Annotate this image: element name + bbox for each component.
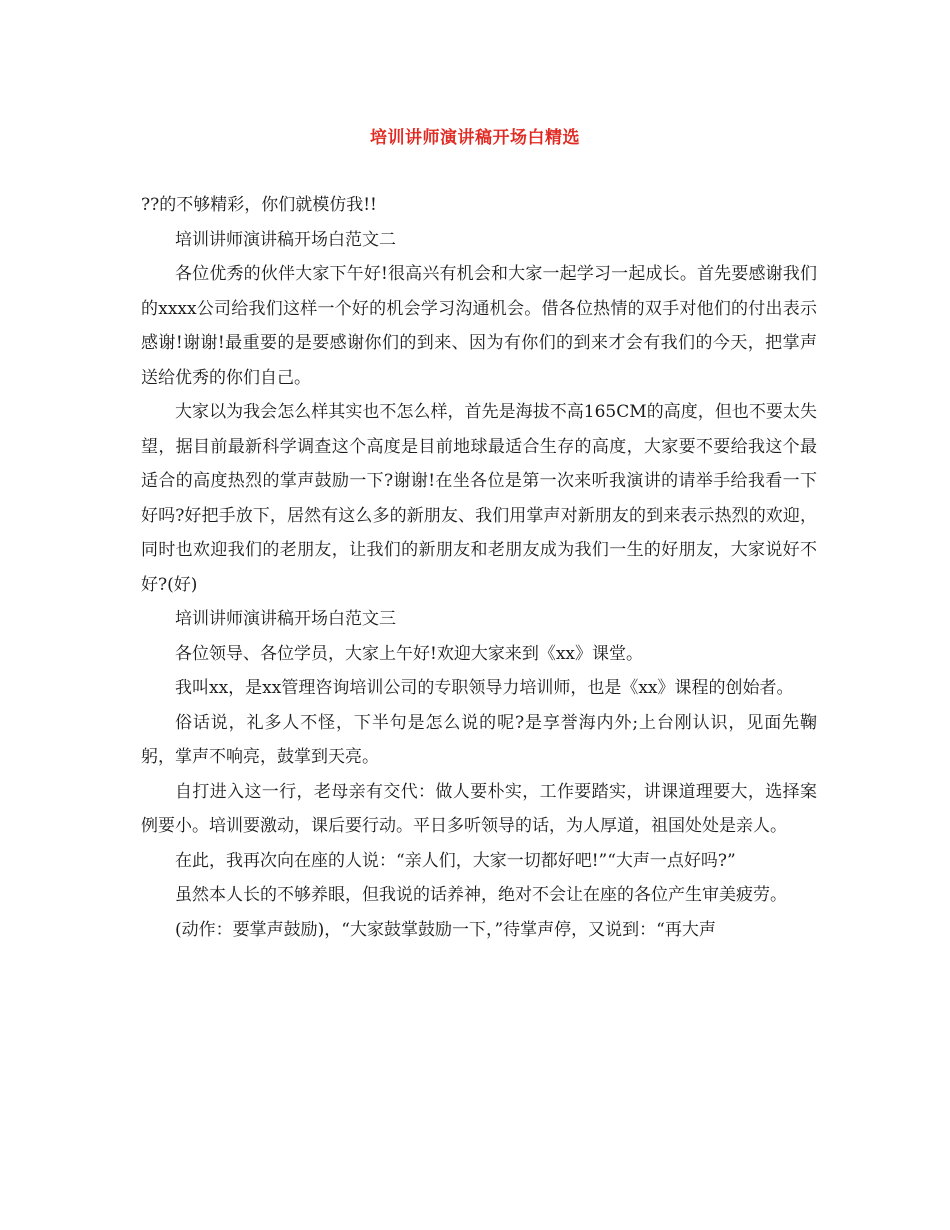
- paragraph: 各位优秀的伙伴大家下午好!很高兴有机会和大家一起学习一起成长。首先要感谢我们的xxxx公司给我们这样一个好的机会学习沟通机会。借各位热情的双手对他们的付出表示感谢!谢谢!最重要的是要感谢你们的到来、因为有你们的到来才会有我们的今天，把掌声送给优秀的你们自己。: [141, 264, 817, 388]
- paragraph: 虽然本人长的不够养眼，但我说的话养神，绝对不会让在座的各位产生审美疲劳。: [175, 885, 787, 905]
- document-body: [141, 188, 817, 947]
- paragraph: 各位领导、各位学员，大家上午好!欢迎大家来到《xx》课堂。: [175, 643, 644, 664]
- paragraph: (动作：要掌声鼓励)，“大家鼓掌鼓励一下，”待掌声停，又说到：“再大声: [175, 919, 716, 940]
- paragraph: 培训讲师演讲稿开场白范文三: [175, 609, 396, 629]
- paragraph: 我叫xx，是xx管理咨询培训公司的专职领导力培训师，也是《xx》课程的创始者。: [175, 678, 794, 698]
- paragraph: ??的不够精彩，你们就模仿我!!: [141, 195, 377, 215]
- paragraph: 俗话说，礼多人不怪，下半句是怎么说的呢?是享誉海内外;上台刚认识，见面先鞠躬，掌声不响亮，鼓掌到天亮。: [141, 712, 817, 767]
- paragraph: 培训讲师演讲稿开场白范文二: [175, 229, 396, 250]
- paragraph: 大家以为我会怎么样其实也不怎么样，首先是海拔不高165CM的高度，但也不要太失望，据目前最新科学调查这个高度是目前地球最适合生存的高度，大家要不要给我这个最适合的高度热烈的掌声鼓励一下?谢谢!在坐各位是第一次来听我演讲的请举手给我看一下好吗?好把手放下，居然有这么多的新朋友、我们用掌声对新朋友的到来表示热烈的欢迎，同时也欢迎我们的老朋友，让我们的新朋友和老朋友成为我们一生的好朋友，大家说好不好?(好): [141, 402, 817, 595]
- document-title: 培训讲师演讲稿开场白精选: [370, 128, 580, 148]
- paragraph: 自打进入这一行，老母亲有交代：做人要朴实，工作要踏实，讲课道理要大，选择案例要小。培训要激动，课后要行动。平日多听领导的话，为人厚道，祖国处处是亲人。: [141, 781, 817, 836]
- paragraph: 在此，我再次向在座的人说：“亲人们，大家一切都好吧!”“大声一点好吗?”: [175, 850, 736, 871]
